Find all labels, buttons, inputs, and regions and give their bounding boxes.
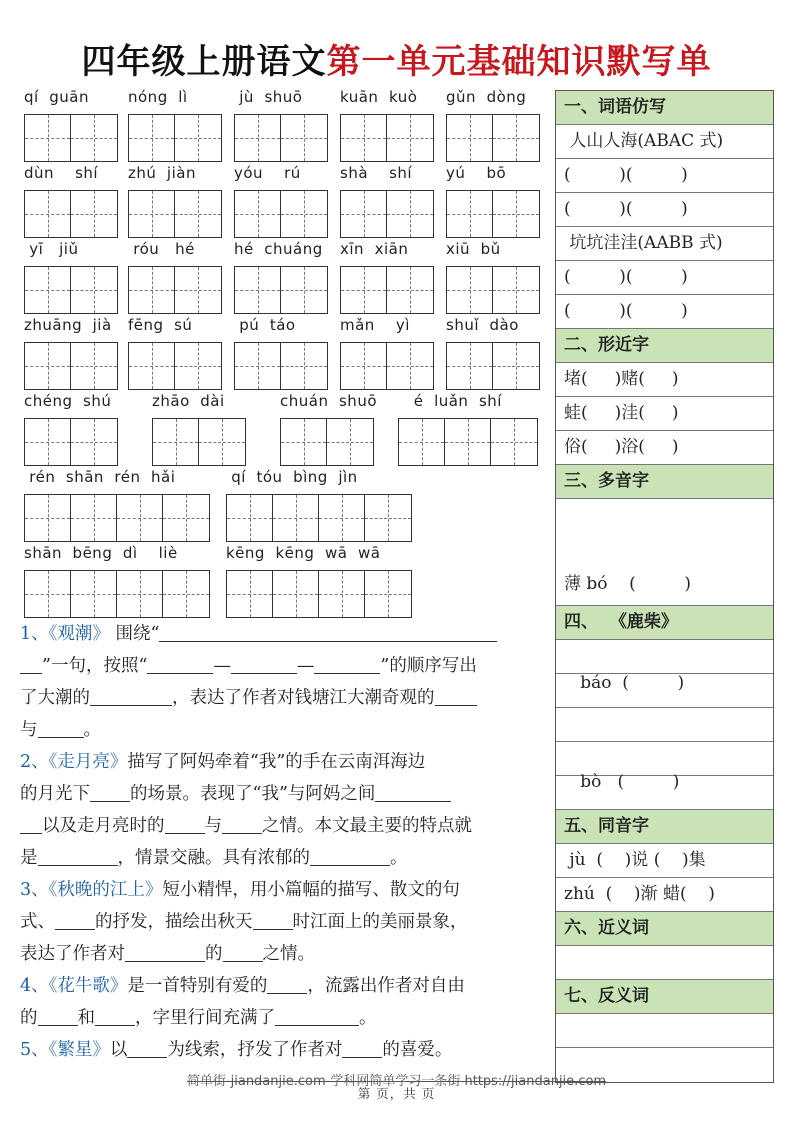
- antonym-row[interactable]: [556, 1014, 773, 1048]
- character-writing-cell[interactable]: [117, 571, 163, 617]
- character-writing-cell[interactable]: [117, 495, 163, 541]
- character-writing-cell[interactable]: [281, 191, 327, 237]
- character-writing-cell[interactable]: [327, 419, 373, 465]
- character-writing-cell[interactable]: [493, 191, 539, 237]
- writing-boxes: [234, 266, 328, 314]
- answer-blank[interactable]: [95, 1006, 135, 1026]
- character-writing-cell[interactable]: [163, 495, 209, 541]
- pinyin-label: mǎn yì: [340, 316, 410, 334]
- pinyin-label: gǔn dòng: [446, 88, 527, 106]
- character-writing-cell[interactable]: [447, 191, 493, 237]
- character-writing-cell[interactable]: [25, 115, 71, 161]
- writing-boxes: [340, 114, 434, 162]
- writing-boxes: [234, 114, 328, 162]
- character-writing-cell[interactable]: [25, 267, 71, 313]
- character-writing-cell[interactable]: [445, 419, 491, 465]
- character-writing-cell[interactable]: [399, 419, 445, 465]
- character-writing-cell[interactable]: [175, 115, 221, 161]
- answer-blank[interactable]: [127, 1038, 167, 1058]
- section-3-heading: 三、多音字: [556, 465, 773, 499]
- answer-blank[interactable]: [159, 622, 497, 642]
- pinyin-label: qí guān: [24, 88, 89, 106]
- similar-chars-row[interactable]: 俗( )浴( ): [556, 431, 773, 465]
- abac-answer-row[interactable]: ( )( ): [556, 159, 773, 193]
- answer-blank[interactable]: [435, 686, 477, 706]
- writing-boxes: [446, 342, 540, 390]
- aabb-example: 坑坑洼洼(AABB 式): [556, 227, 773, 261]
- pinyin-label: fēng sú: [128, 316, 193, 334]
- polyphone-row: 薄 bó ( ): [564, 574, 692, 594]
- character-writing-cell[interactable]: [341, 115, 387, 161]
- paragraph-1-line-2: ”一句，按照“ — — ”的顺序写出: [20, 650, 545, 682]
- answer-blank[interactable]: [38, 1006, 78, 1026]
- pinyin-label: shuǐ dào: [446, 316, 519, 334]
- polyphone-row: báo ( ): [564, 673, 685, 693]
- character-writing-cell[interactable]: [365, 495, 411, 541]
- pinyin-label: róu hé: [128, 240, 195, 258]
- answer-blank[interactable]: [223, 942, 263, 962]
- character-writing-cell[interactable]: [25, 343, 71, 389]
- paragraph-1-title: 1、《观潮》: [20, 624, 110, 644]
- character-writing-cell[interactable]: [387, 191, 433, 237]
- character-writing-cell[interactable]: [129, 267, 175, 313]
- paragraph-1-line-3: 了大潮的 ，表达了作者对钱塘江大潮奇观的: [20, 682, 545, 714]
- character-writing-cell[interactable]: [199, 419, 245, 465]
- writing-boxes: [340, 266, 434, 314]
- character-writing-cell[interactable]: [25, 191, 71, 237]
- answer-blank[interactable]: [90, 686, 172, 706]
- writing-boxes: [24, 190, 118, 238]
- character-writing-cell[interactable]: [281, 267, 327, 313]
- poem-line[interactable]: [556, 708, 773, 742]
- answer-blank[interactable]: [125, 942, 205, 962]
- character-writing-cell[interactable]: [235, 191, 281, 237]
- writing-boxes: [226, 494, 412, 542]
- pinyin-label: shà shí: [340, 164, 413, 182]
- character-writing-cell[interactable]: [129, 115, 175, 161]
- writing-boxes: [128, 114, 222, 162]
- character-writing-cell[interactable]: [281, 419, 327, 465]
- character-writing-cell[interactable]: [129, 343, 175, 389]
- pinyin-label: nóng lì: [128, 88, 188, 106]
- answer-blank[interactable]: [375, 782, 451, 802]
- character-writing-cell[interactable]: [493, 115, 539, 161]
- character-writing-cell[interactable]: [25, 419, 71, 465]
- paragraph-4-line-1: 4、《花牛歌》是一首特别有爱的 ，流露出作者对自由: [20, 976, 465, 996]
- pinyin-label: chéng shú: [24, 392, 112, 410]
- character-writing-cell[interactable]: [341, 343, 387, 389]
- writing-boxes: [234, 190, 328, 238]
- writing-boxes: [446, 266, 540, 314]
- writing-boxes: [24, 418, 118, 466]
- pinyin-label: pú táo: [234, 316, 296, 334]
- pinyin-label: xīn xiān: [340, 240, 409, 258]
- pinyin-row: [0, 240, 550, 316]
- writing-boxes: [398, 418, 538, 466]
- character-writing-cell[interactable]: [273, 495, 319, 541]
- section-5-heading: 五、同音字: [556, 810, 773, 844]
- exercise-sidebar: [555, 90, 774, 1083]
- paragraph-1-line-1: 1、《观潮》 围绕“: [20, 618, 545, 650]
- page-title: [0, 34, 793, 83]
- aabb-answer-row[interactable]: ( )( ): [556, 295, 773, 329]
- pinyin-label: é luǎn shí: [398, 392, 502, 410]
- character-writing-cell[interactable]: [71, 571, 117, 617]
- abac-answer-row[interactable]: ( )( ): [556, 193, 773, 227]
- answer-blank[interactable]: [267, 974, 307, 994]
- pinyin-label: hé chuáng: [234, 240, 323, 258]
- character-writing-cell[interactable]: [71, 115, 117, 161]
- paragraph-2-title: 2、《走月亮》: [20, 752, 128, 772]
- character-writing-cell[interactable]: [71, 419, 117, 465]
- homophone-row[interactable]: zhú ( )渐 蜡( ): [556, 878, 773, 912]
- character-writing-cell[interactable]: [387, 267, 433, 313]
- pinyin-label: kuān kuò: [340, 88, 418, 106]
- pinyin-label: qí tóu bìng jìn: [226, 468, 358, 486]
- writing-boxes: [24, 114, 118, 162]
- pinyin-label: yóu rú: [234, 164, 301, 182]
- paragraph-5-title: 5、《繁星》: [20, 1040, 110, 1060]
- character-writing-cell[interactable]: [281, 343, 327, 389]
- answer-blank[interactable]: [314, 654, 380, 674]
- character-writing-cell[interactable]: [447, 267, 493, 313]
- character-writing-cell[interactable]: [129, 191, 175, 237]
- paragraph-1-line-4: 与 。: [20, 720, 101, 740]
- character-writing-cell[interactable]: [493, 267, 539, 313]
- character-writing-cell[interactable]: [493, 343, 539, 389]
- paragraph-3-title: 3、《秋晚的江上》: [20, 880, 163, 900]
- writing-boxes: [24, 342, 118, 390]
- answer-blank[interactable]: [231, 654, 297, 674]
- paragraph-3-line-1: 3、《秋晚的江上》短小精悍，用小篇幅的描写、散文的句: [20, 880, 460, 900]
- pinyin-label: dùn shí: [24, 164, 99, 182]
- pinyin-row: [0, 164, 550, 240]
- character-writing-cell[interactable]: [365, 571, 411, 617]
- pinyin-label: jù shuō: [234, 88, 303, 106]
- character-writing-cell[interactable]: [153, 419, 199, 465]
- writing-boxes: [128, 266, 222, 314]
- pinyin-label: kēng kēng wā wā: [226, 544, 381, 562]
- writing-boxes: [24, 494, 210, 542]
- writing-boxes: [128, 190, 222, 238]
- pinyin-label: zhāo dài: [152, 392, 225, 410]
- character-writing-cell[interactable]: [175, 343, 221, 389]
- character-writing-cell[interactable]: [341, 267, 387, 313]
- writing-boxes: [152, 418, 246, 466]
- character-writing-cell[interactable]: [227, 495, 273, 541]
- answer-blank[interactable]: [275, 1006, 359, 1026]
- writing-boxes: [234, 342, 328, 390]
- answer-blank[interactable]: [222, 814, 262, 834]
- abac-example: 人山人海(ABAC 式): [556, 125, 773, 159]
- paragraph-2-line-2: 的月光下 的场景。表现了“我”与阿妈之间: [20, 778, 545, 810]
- section-1-heading: 一、词语仿写: [556, 91, 773, 125]
- character-writing-cell[interactable]: [25, 495, 71, 541]
- character-writing-cell[interactable]: [175, 267, 221, 313]
- writing-boxes: [280, 418, 374, 466]
- character-writing-cell[interactable]: [447, 343, 493, 389]
- paragraph-4-title: 4、《花牛歌》: [20, 976, 128, 996]
- paragraph-3-line-3: 表达了作者对 的 之情。: [20, 944, 315, 964]
- aabb-answer-row[interactable]: ( )( ): [556, 261, 773, 295]
- character-writing-cell[interactable]: [71, 267, 117, 313]
- polyphone-row: bò ( ): [564, 772, 680, 792]
- character-writing-cell[interactable]: [447, 115, 493, 161]
- answer-blank[interactable]: [20, 814, 42, 834]
- paragraph-2-line-1: 2、《走月亮》描写了阿妈牵着“我”的手在云南洱海边: [20, 752, 426, 772]
- paragraph-3-line-2: 式、 的抒发，描绘出秋天 时江面上的美丽景象，: [20, 912, 468, 932]
- homophone-row[interactable]: jù ( )说 ( )集: [556, 844, 773, 878]
- section-2-heading: 二、形近字: [556, 329, 773, 363]
- section-7-heading: 七、反义词: [556, 980, 773, 1014]
- similar-chars-row[interactable]: 堵( )赌( ): [556, 363, 773, 397]
- character-writing-cell[interactable]: [235, 343, 281, 389]
- section-6-heading: 六、近义词: [556, 912, 773, 946]
- paragraph-4-line-2: 的 和 ，字里行间充满了 。: [20, 1008, 377, 1028]
- character-writing-cell[interactable]: [227, 571, 273, 617]
- answer-blank[interactable]: [147, 654, 213, 674]
- character-writing-cell[interactable]: [25, 571, 71, 617]
- title-unit: 第一单元基础知识默写单: [326, 42, 712, 82]
- writing-boxes: [24, 266, 118, 314]
- answer-blank[interactable]: [342, 1038, 382, 1058]
- similar-chars-row[interactable]: 蛙( )洼( ): [556, 397, 773, 431]
- pinyin-row: [0, 392, 550, 468]
- character-writing-cell[interactable]: [71, 495, 117, 541]
- writing-boxes: [226, 570, 412, 618]
- character-writing-cell[interactable]: [71, 343, 117, 389]
- section-4-heading: 四、 《鹿柴》: [556, 606, 773, 640]
- page-number: 第 页，共 页: [357, 1086, 436, 1101]
- pinyin-label: yī jiǔ: [24, 240, 79, 258]
- pinyin-label: rén shān rén hǎi: [24, 468, 176, 486]
- character-writing-cell[interactable]: [235, 115, 281, 161]
- pinyin-row: [0, 316, 550, 392]
- character-writing-cell[interactable]: [175, 191, 221, 237]
- pinyin-row: [0, 88, 550, 164]
- writing-boxes: [128, 342, 222, 390]
- pinyin-label: shān bēng dì liè: [24, 544, 178, 562]
- answer-blank[interactable]: [165, 814, 205, 834]
- pinyin-label: zhuāng jià: [24, 316, 112, 334]
- character-writing-cell[interactable]: [319, 495, 365, 541]
- character-writing-cell[interactable]: [235, 267, 281, 313]
- character-writing-cell[interactable]: [273, 571, 319, 617]
- pinyin-label: xiū bǔ: [446, 240, 501, 258]
- synonym-row[interactable]: [556, 946, 773, 980]
- character-writing-cell[interactable]: [341, 191, 387, 237]
- writing-boxes: [446, 190, 540, 238]
- answer-blank[interactable]: [310, 846, 390, 866]
- paragraph-2-line-4: 是 ，情景交融。具有浓郁的 。: [20, 848, 408, 868]
- paragraph-5-line-1: 5、《繁星》以 为线索，抒发了作者对 的喜爱。: [20, 1040, 453, 1060]
- character-writing-cell[interactable]: [319, 571, 365, 617]
- character-writing-cell[interactable]: [491, 419, 537, 465]
- paragraph-2-line-3: 以及走月亮时的 与 之情。本文最主要的特点就: [20, 810, 545, 842]
- pinyin-label: zhú jiàn: [128, 164, 196, 182]
- answer-blank[interactable]: [55, 910, 95, 930]
- answer-blank[interactable]: [253, 910, 293, 930]
- writing-boxes: [24, 570, 210, 618]
- pinyin-row: [0, 468, 550, 544]
- character-writing-cell[interactable]: [281, 115, 327, 161]
- character-writing-cell[interactable]: [387, 343, 433, 389]
- answer-blank[interactable]: [38, 718, 84, 738]
- character-writing-cell[interactable]: [71, 191, 117, 237]
- title-grade: 四年级上册语文: [81, 42, 327, 82]
- character-writing-cell[interactable]: [387, 115, 433, 161]
- answer-blank[interactable]: [38, 846, 118, 866]
- writing-boxes: [340, 342, 434, 390]
- pinyin-row: [0, 544, 550, 620]
- answer-blank[interactable]: [90, 782, 130, 802]
- writing-boxes: [446, 114, 540, 162]
- answer-blank[interactable]: [20, 654, 42, 674]
- writing-boxes: [340, 190, 434, 238]
- pinyin-label: chuán shuō: [280, 392, 378, 410]
- footer-watermark: 简单街-jiandanjie.com-学科网简单学习一条街 https://jiandanjie.com: [186, 1074, 607, 1089]
- pinyin-label: yú bō: [446, 164, 507, 182]
- character-writing-cell[interactable]: [163, 571, 209, 617]
